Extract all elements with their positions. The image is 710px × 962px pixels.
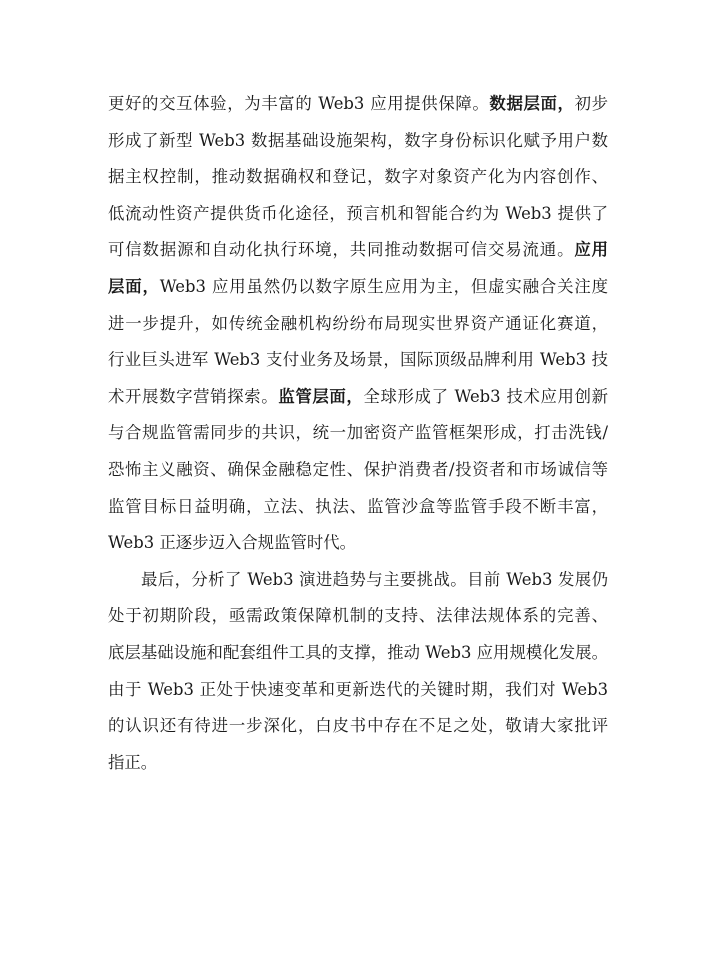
text-run: 更好的交互体验，为丰富的 Web3 应用提供保障。 — [108, 94, 490, 113]
text-line: 监管目标日益明确，立法、执法、监管沙盒等监管手段不断丰富， — [108, 496, 608, 516]
text-line — [108, 232, 608, 269]
text-line — [108, 379, 608, 416]
text-line: 形成了新型 Web3 数据基础设施架构，数字身份标识化赋予用户数 — [108, 130, 608, 150]
text-line: 的认识还有待进一步深化，白皮书中存在不足之处，敬请大家批评 — [108, 716, 608, 736]
paragraph-conclusion — [108, 562, 608, 782]
text-run: Web3 应用虽然仍以数字原生应用为主，但虚实融合关注度 — [159, 276, 609, 296]
text-line: 低流动性资产提供货币化途径，预言机和智能合约为 Web3 提供了 — [108, 203, 608, 223]
text-line: 指正。 — [108, 752, 158, 772]
text-line: 处于初期阶段，亟需政策保障机制的支持、法律法规体系的完善、 — [108, 606, 608, 626]
text-line: 恐怖主义融资、确保金融稳定性、保护消费者/投资者和市场诚信等 — [108, 459, 608, 479]
text-line — [108, 269, 608, 306]
text-run: 初步 — [574, 94, 608, 113]
text-line: 行业巨头进军 Web3 支付业务及场景，国际顶级品牌利用 Web3 技 — [108, 350, 608, 370]
heading-data-layer: 数据层面， — [489, 94, 575, 113]
body-text — [108, 86, 608, 781]
text-line: 进一步提升，如传统金融机构纷纷布局现实世界资产通证化赛道， — [108, 313, 608, 333]
text-run: 全球形成了 Web3 技术应用创新 — [363, 386, 608, 406]
text-run: 术开展数字营销探索。 — [108, 386, 279, 406]
text-line: Web3 正逐步迈入合规监管时代。 — [108, 533, 357, 553]
text-line: 据主权控制，推动数据确权和登记，数字对象资产化为内容创作、 — [108, 167, 608, 187]
text-line — [108, 86, 608, 123]
text-run: 可信数据源和自动化执行环境，共同推动数据可信交易流通。 — [108, 240, 575, 260]
text-line: 底层基础设施和配套组件工具的支撑，推动 Web3 应用规模化发展。 — [108, 642, 608, 662]
text-line: 最后，分析了 Web3 演进趋势与主要挑战。目前 Web3 发展仍 — [141, 569, 608, 589]
heading-application-layer-part2: 层面， — [108, 276, 160, 296]
text-line: 与合规监管需同步的共识，统一加密资产监管框架形成，打击洗钱/ — [108, 423, 608, 443]
heading-regulation-layer: 监管层面， — [278, 386, 364, 406]
text-line: 由于 Web3 正处于快速变革和更新迭代的关键时期，我们对 Web3 — [108, 679, 608, 699]
heading-application-layer-part1: 应用 — [574, 240, 609, 260]
paragraph-layer-summary — [108, 86, 608, 562]
